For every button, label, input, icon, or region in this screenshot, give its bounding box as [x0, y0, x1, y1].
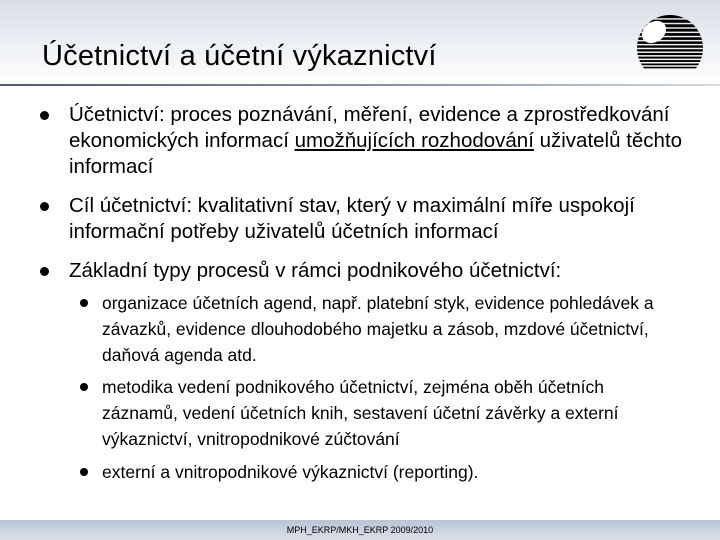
bullet-text-2 [69, 193, 689, 245]
sub-bullet-text-2: metodika vedení podnikového účetnictví, zejména oběh účetních záznamů, vedení účetních knih, sestavení účetní závěrky a externí výkaznictví, vnitropodnikové zúčtování [102, 377, 619, 449]
bullet-2-text: Cíl účetnictví: kvalitativní stav, který v maximální míře uspokojí informační potřeby uživatelů účetních informací [69, 194, 635, 243]
logo-stripe [636, 63, 704, 65]
logo-stripe [636, 49, 704, 51]
sub-bullet-dot [80, 299, 88, 307]
bullet-1-text-a: Účetnictví: proces poznávání, měření, evidence a zprostředkování ekonomických informací [69, 103, 670, 152]
bullet-dot [40, 202, 49, 211]
logo-stripe [636, 57, 704, 59]
bullet-1-underlined-text: umožňujících rozhodování [294, 129, 534, 152]
logo-stripe [636, 20, 704, 23]
bullet-dot [40, 267, 49, 276]
bullet-1-text-b: uživatelů těchto informací [69, 129, 683, 178]
logo-stripe [636, 45, 704, 47]
bullet-text-1 [69, 102, 689, 180]
logo-stripe [636, 53, 704, 55]
sub-bullet-dot [80, 383, 88, 391]
slide-title: Účetnictví a účetní výkaznictví [42, 40, 437, 72]
title-divider [0, 84, 720, 86]
sub-bullet-dot [80, 468, 88, 476]
logo-stripe [636, 15, 704, 18]
logo-stripe [636, 67, 704, 69]
sub-bullet-text-3: externí a vnitropodnikové výkaznictví (reporting). [102, 462, 479, 482]
bullet-3-text: Základní typy procesů v rámci podnikového účetnictví: [69, 259, 562, 282]
logo-stripe [636, 60, 704, 62]
bullet-text-3 [69, 258, 689, 284]
sub-bullet-text-1: organizace účetních agend, např. platební styk, evidence pohledávek a závazků, evidence dlouhodobého majetku a zásob, mzdové účetnictví, daňová agenda atd. [102, 293, 654, 365]
footer-text: MPH_EKRP/MKH_EKRP 2009/2010 [286, 525, 434, 535]
striped-globe-icon [636, 14, 704, 82]
bullet-dot [40, 111, 49, 120]
